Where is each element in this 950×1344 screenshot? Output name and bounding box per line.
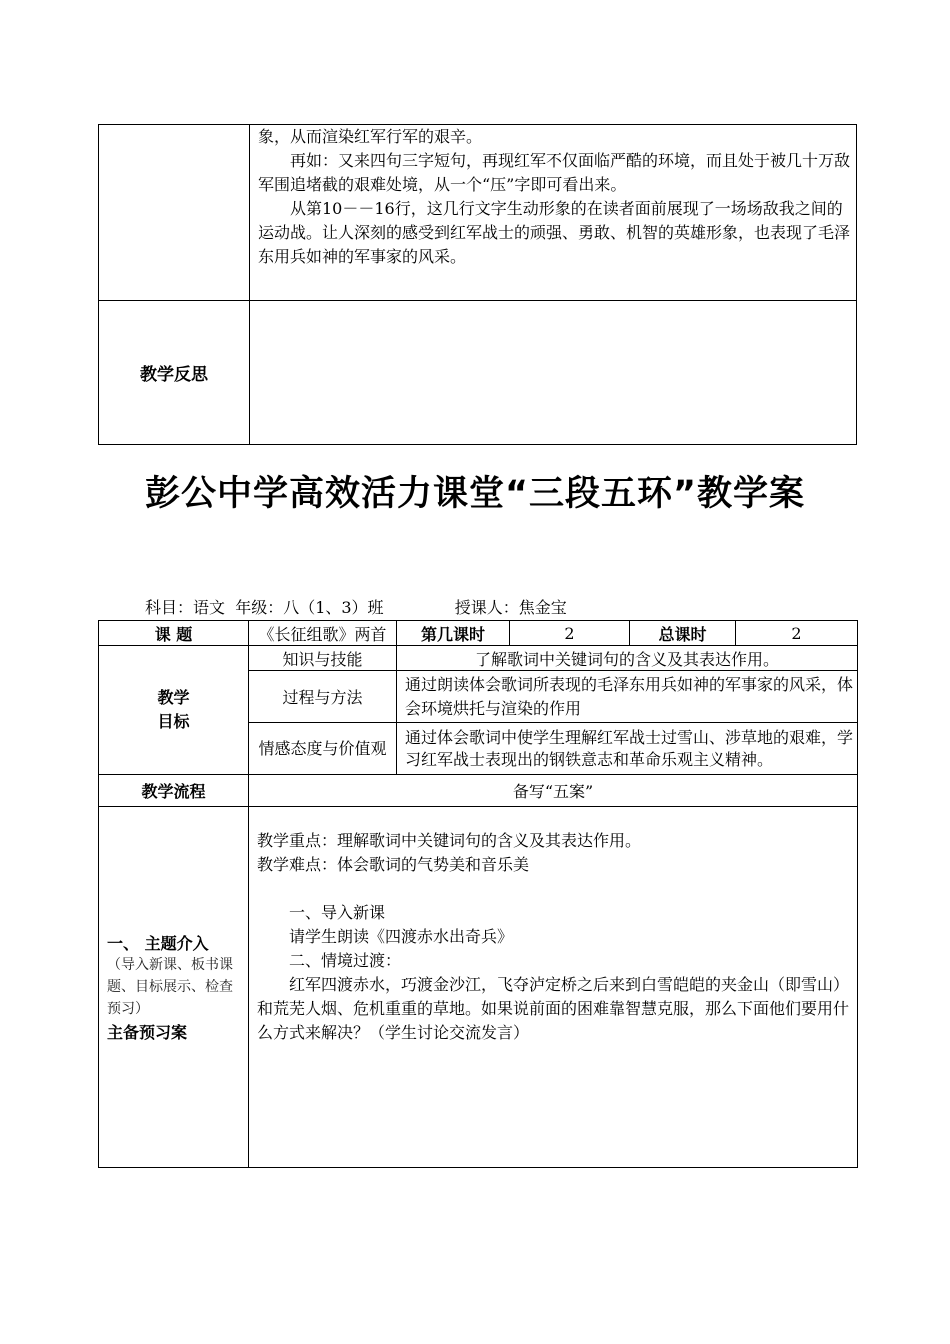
- flow-value: 备写“五案”: [249, 775, 858, 807]
- period-value: 2: [510, 621, 630, 646]
- continuation-table: [98, 124, 857, 445]
- section-intro-text: 请学生朗读《四渡赤水出奇兵》: [289, 927, 514, 946]
- total-label: 总课时: [630, 621, 736, 646]
- goal-text-process: 通过朗读体会歌词所表现的毛泽东用兵如神的军事家的风采，体会环境烘托与渲染的作用: [397, 671, 858, 723]
- goal-text-knowledge: 了解歌词中关键词句的含义及其表达作用。: [397, 646, 858, 671]
- step-one-cell: [99, 807, 249, 1168]
- continuation-text-cell: [250, 125, 857, 301]
- section-transition-heading: 二、情境过渡：: [289, 951, 402, 970]
- key-point: 教学重点：理解歌词中关键词句的含义及其表达作用。: [257, 831, 642, 850]
- period-label: 第几课时: [397, 621, 510, 646]
- step-one-title: 一、 主题介入: [107, 934, 209, 953]
- reflection-content: [250, 301, 857, 445]
- meta-teacher: 授课人：焦金宝: [454, 598, 567, 617]
- goal-text-attitude: 通过体会歌词中使学生理解红军战士过雪山、涉草地的艰难，学习红军战士表现出的钢铁意志和革命乐观主义精神。: [397, 723, 858, 775]
- analysis-line-3: 从第10－－16行，这几行文字生动形象的在读者面前展现了一场场敌我之间的运动战。让人深刻的感受到红军战士的顽强、勇敢、机智的英雄形象，也表现了毛泽东用兵如神的军事家的风采。: [258, 199, 851, 266]
- goal-label-line-1: 教学: [157, 688, 190, 707]
- meta-grade: 年级：八（1、3）班: [235, 598, 384, 617]
- step-one-case: 主备预习案: [107, 1023, 188, 1042]
- goal-type-process: 过程与方法: [249, 671, 397, 723]
- step-one-subtitle: （导入新课、板书课题、目标展示、检查预习）: [107, 957, 233, 1017]
- analysis-line-2: 再如：又来四句三字短句，再现红军不仅面临严酷的环境，而且处于被几十万敌军围追堵截的艰难处境，从一个“压”字即可看出来。: [258, 151, 851, 194]
- step-one-content: [249, 807, 858, 1168]
- goal-type-knowledge: 知识与技能: [249, 646, 397, 671]
- continuation-left-cell: [99, 125, 250, 301]
- difficult-point: 教学难点：体会歌词的气势美和音乐美: [257, 855, 530, 874]
- flow-label: 教学流程: [99, 775, 249, 807]
- reflection-label: 教学反思: [99, 301, 250, 445]
- section-transition-text: 红军四渡赤水，巧渡金沙江，飞夺泸定桥之后来到白雪皑皑的夹金山（即雪山）和荒芜人烟、危机重重的草地。如果说前面的困难靠智慧克服，那么下面他们要用什么方式来解决？（学生讨论交流发言）: [257, 975, 850, 1042]
- topic-label: 课 题: [99, 621, 249, 646]
- total-value: 2: [736, 621, 858, 646]
- analysis-line-1: 象，从而渲染红军行军的艰辛。: [258, 127, 483, 146]
- page-title: 彭公中学高效活力课堂“三段五环”教学案: [145, 474, 806, 514]
- goal-label: [99, 646, 249, 775]
- goal-type-attitude: 情感态度与价值观: [249, 723, 397, 775]
- goal-label-line-2: 目标: [157, 712, 190, 731]
- topic-value: 《长征组歌》两首: [249, 621, 397, 646]
- lesson-plan-table: [98, 620, 858, 1168]
- lesson-meta: [145, 595, 567, 618]
- section-intro-heading: 一、导入新课: [289, 903, 386, 922]
- meta-subject: 科目：语文: [145, 598, 226, 617]
